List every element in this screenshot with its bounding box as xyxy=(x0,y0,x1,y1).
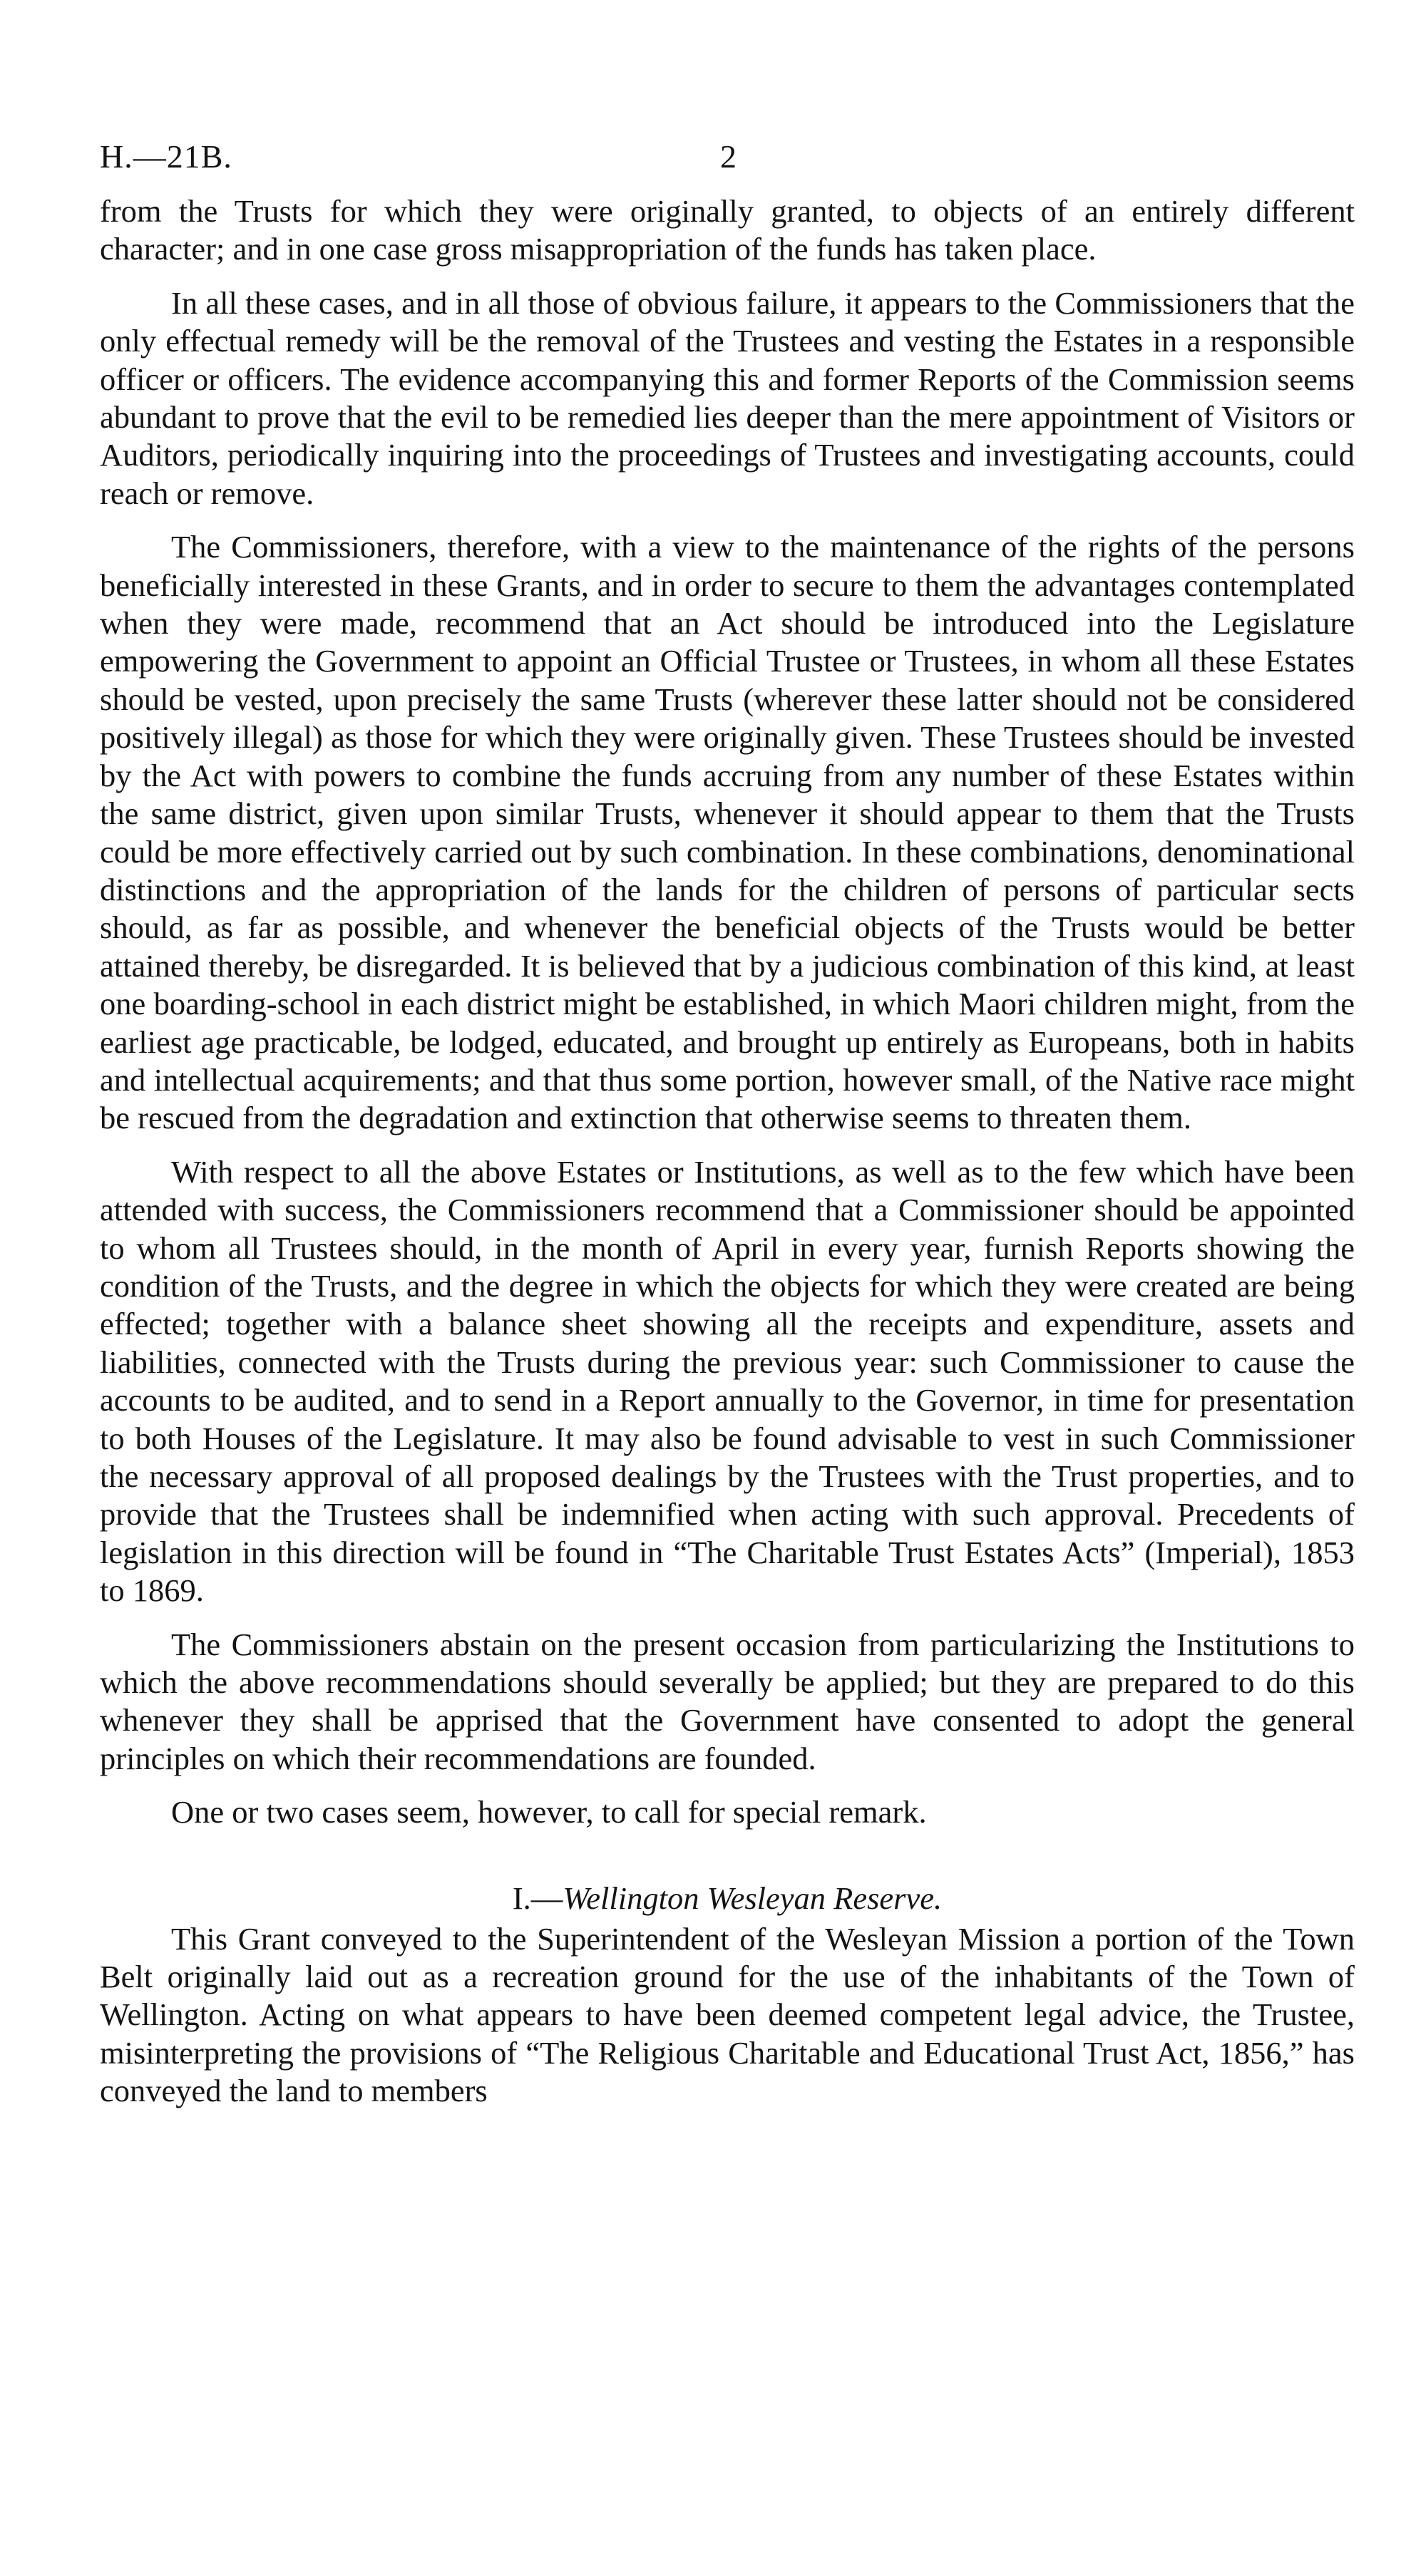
paragraph-commissioner: With respect to all the above Estates or Institutions, as well as to the few which have been attended with success, the Commissioners recommend that a Commissioner should be appointed to whom all Trustees should, in the month of April in every year, furnish Reports showing the condition of the Trusts, and the degree in which the objects for which they were created are being effected; together with a balance sheet showing all the receipts and expenditure, assets and liabilities, connected with the Trusts during the previous year: such Commissioner to cause the accounts to be audited, and to send in a Report annually to the Governor, in time for presentation to both Houses of the Legislature. It may also be found advisable to vest in such Commissioner the necessary approval of all proposed dealings by the Trustees with the Trust properties, and to provide that the Trustees shall be indemnified when acting with such approval. Precedents of legislation in this direction will be found in “The Charitable Trust Estates Acts” (Imperial), 1853 to 1869. xyxy=(100,1153,1355,1609)
paragraph-special-remark: One or two cases seem, however, to call for special remark. xyxy=(171,1794,927,1830)
page-header xyxy=(100,135,1355,192)
section-title: Wellington Wesleyan Reserve. xyxy=(563,1880,943,1916)
paragraph-abstain: The Commissioners abstain on the present occasion from particularizing the Institutions to which the above recommendations should severally be applied; but they are prepared to do this whenever they shall be apprised that the Government have consented to adopt the general principles on which their recommendations are founded. xyxy=(100,1626,1355,1776)
paragraph-wellington-reserve: This Grant conveyed to the Superintendent of the Wesleyan Mission a portion of the Town Belt originally laid out as a recreation ground for the use of the inhabitants of the Town of Wellington. Acting on what appears to have been deemed competent legal advice, the Trustee, misinterpreting the provisions of “The Religious Charitable and Educational Trust Act, 1856,” has conveyed the land to members xyxy=(100,1920,1355,2109)
section-numeral: I.— xyxy=(512,1880,563,1916)
section-heading xyxy=(100,1879,1355,1917)
paragraph-remedy: In all these cases, and in all those of obvious failure, it appears to the Commissioners that the only effectual remedy will be the removal of the Trustees and vesting the Estates in a responsible officer or officers. The evidence accompanying this and former Reports of the Commission seems abundant to prove that the evil to be remedied lies deeper than the mere appointment of Visitors or Auditors, periodically inquiring into the proceedings of Trustees and investigating accounts, could reach or remove. xyxy=(100,284,1355,511)
paragraph-recommendation: The Commissioners, therefore, with a view to the maintenance of the rights of the persons beneficially interested in these Grants, and in order to secure to them the advantages contemplated when they were made, recommend that an Act should be introduced into the Legislature empowering the Government to appoint an Official Trustee or Trustees, in whom all these Estates should be vested, upon precisely the same Trusts (wherever these latter should not be considered positively illegal) as those for which they were originally given. These Trustees should be invested by the Act with powers to combine the funds accruing from any number of these Estates within the same district, given upon similar Trusts, whenever it should appear to them that the Trusts could be more effectively carried out by such combination. In these combinations, denominational distinctions and the appropriation of the lands for the children of persons of particular sects should, as far as possible, and whenever the beneficial objects of the Trusts would be better attained thereby, be disregarded. It is believed that by a judicious combination of this kind, at least one boarding-school in each district might be established, in which Maori children might, from the earliest age practicable, be lodged, educated, and brought up entirely as Europeans, both in habits and intellectual acquirements; and that thus some portion, however small, of the Native race might be rescued from the degradation and extinction that otherwise seems to threaten them. xyxy=(100,529,1355,1136)
paragraph-continuation: from the Trusts for which they were originally granted, to objects of an entirely different character; and in one case gross misappropriation of the funds has taken place. xyxy=(100,193,1355,267)
page-number: 2 xyxy=(720,138,737,175)
document-page xyxy=(100,135,1355,2111)
document-reference: H.—21B. xyxy=(100,138,232,175)
